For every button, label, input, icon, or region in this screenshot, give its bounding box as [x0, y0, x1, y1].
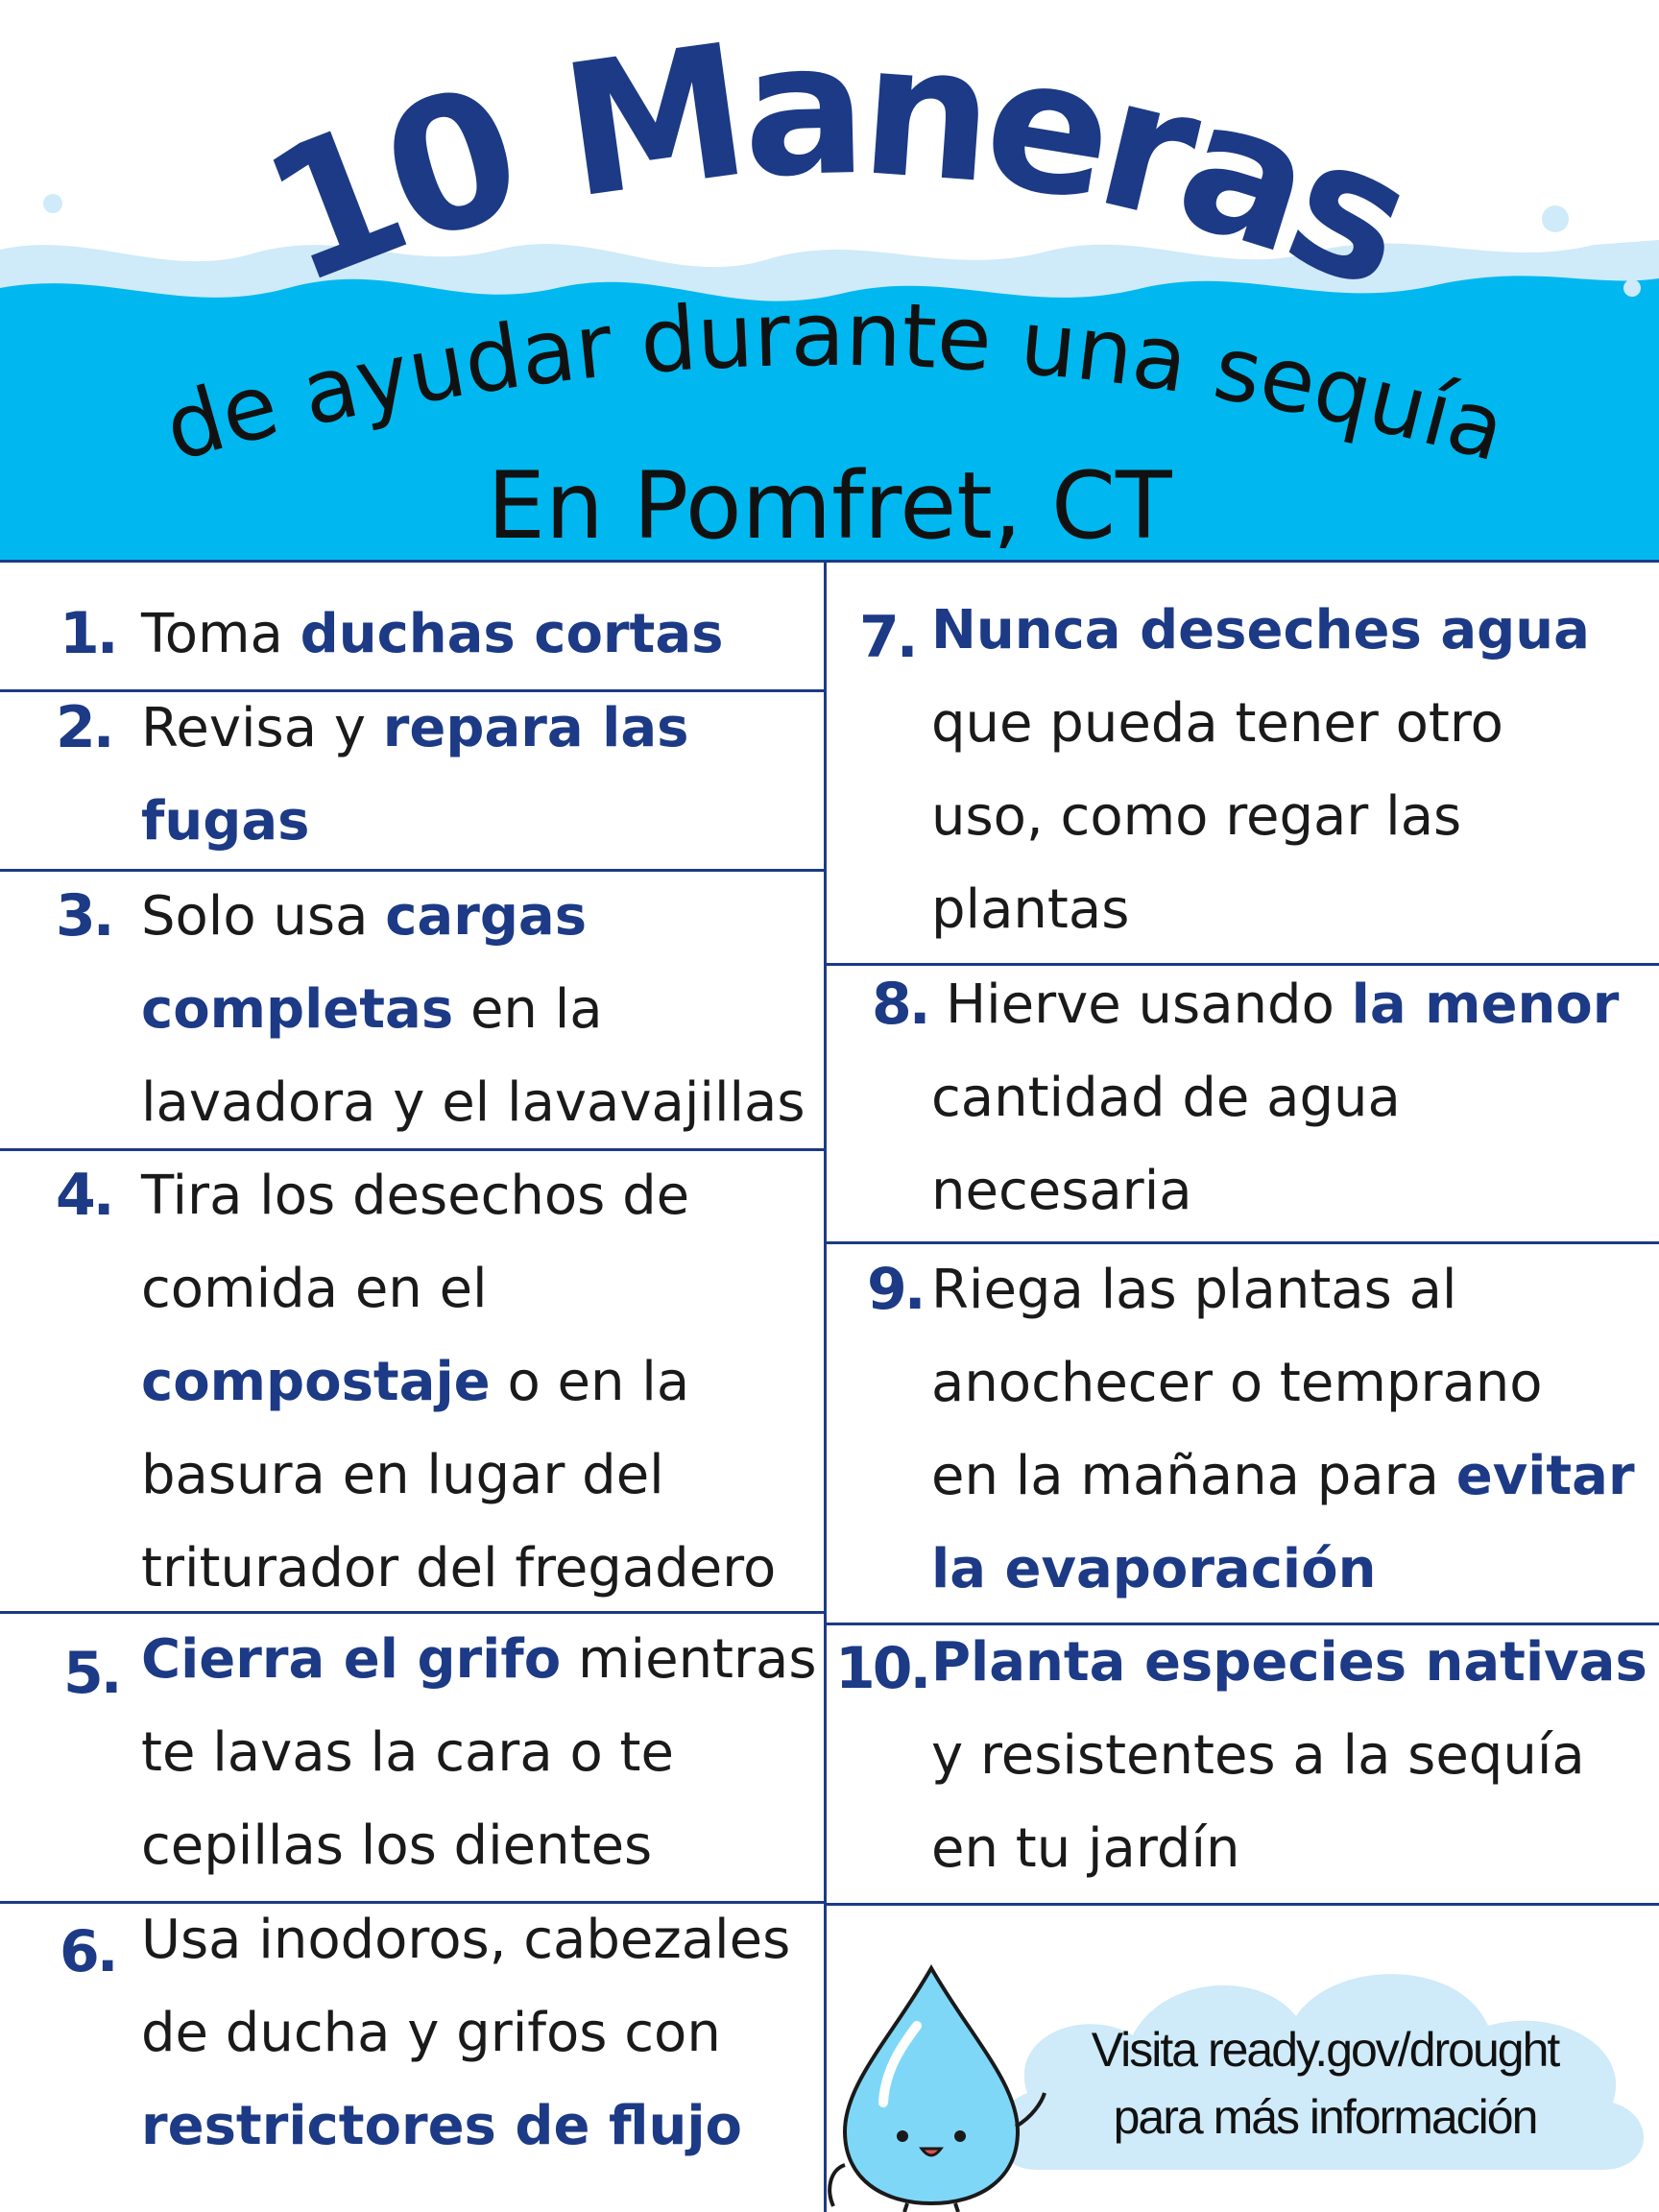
item-text: en la mañana para evitar	[931, 1445, 1635, 1507]
item-number: 5.	[63, 1640, 120, 1707]
item-text: plantas	[931, 878, 1130, 941]
item-text: uso, como regar las	[931, 785, 1462, 848]
item-text: cantidad de agua	[931, 1067, 1401, 1129]
footer-info	[1018, 2016, 1632, 2151]
item-text: completas en la	[141, 978, 603, 1041]
item-text: Solo usa cargas	[141, 885, 588, 948]
item-text: Planta especies nativas	[931, 1631, 1647, 1694]
item-text: Tira los desechos de	[141, 1165, 690, 1227]
item-text: que pueda tener otro	[931, 692, 1503, 755]
item-text: compostaje o en la	[141, 1351, 690, 1413]
item-number: 4.	[56, 1162, 112, 1229]
item-text: Riega las plantas al	[931, 1259, 1457, 1321]
item-text: comida en el	[141, 1258, 488, 1320]
item-text: Hierve usando la menor	[946, 974, 1620, 1036]
footer-link-text[interactable]: Visita ready.gov/drought	[1091, 2023, 1559, 2077]
item-number: 6.	[60, 1918, 116, 1985]
item-text: y resistentes a la sequía	[931, 1724, 1585, 1787]
item-text: te lavas la cara o te	[141, 1721, 674, 1784]
subtitle-line2: En Pomfret, CT	[487, 452, 1172, 560]
item-text: restrictores de flujo	[141, 2095, 742, 2157]
item-text: cepillas los dientes	[141, 1815, 653, 1877]
item-number: 3.	[56, 882, 112, 950]
item-number: 2.	[56, 694, 112, 761]
item-text: necesaria	[931, 1160, 1192, 1222]
item-number: 8.	[872, 971, 928, 1038]
item-text: triturador del fregadero	[141, 1537, 777, 1599]
subtitle-line1-text: de ayudar durante una sequía	[154, 282, 1517, 482]
item-text: Usa inodoros, cabezales	[141, 1909, 791, 1971]
item-number: 7.	[859, 604, 916, 671]
header-banner	[0, 0, 1659, 562]
item-text: fugas	[141, 790, 310, 853]
item-text: la evaporación	[931, 1538, 1377, 1600]
divider	[824, 1903, 1659, 1906]
item-number: 9.	[867, 1256, 924, 1323]
item-number: 10.	[835, 1635, 929, 1702]
item-text: Revisa y repara las	[141, 697, 689, 759]
item-text: de ducha y grifos con	[141, 2002, 721, 2064]
divider	[0, 560, 1659, 563]
item-text: Cierra el grifo mientras	[141, 1628, 817, 1691]
footer-subtext: para más información	[1113, 2090, 1537, 2144]
item-text: Nunca deseches agua	[931, 599, 1590, 661]
item-number: 1.	[60, 600, 116, 667]
item-text: en tu jardín	[931, 1817, 1240, 1880]
item-text: anochecer o temprano	[931, 1352, 1543, 1414]
water-drop-mascot-icon	[826, 1959, 1046, 2212]
item-text: lavadora y el lavavajillas	[141, 1071, 805, 1134]
item-text: Toma duchas cortas	[141, 603, 724, 665]
item-text: basura en lugar del	[141, 1444, 664, 1506]
page-title-text: 10 Maneras	[238, 3, 1431, 328]
